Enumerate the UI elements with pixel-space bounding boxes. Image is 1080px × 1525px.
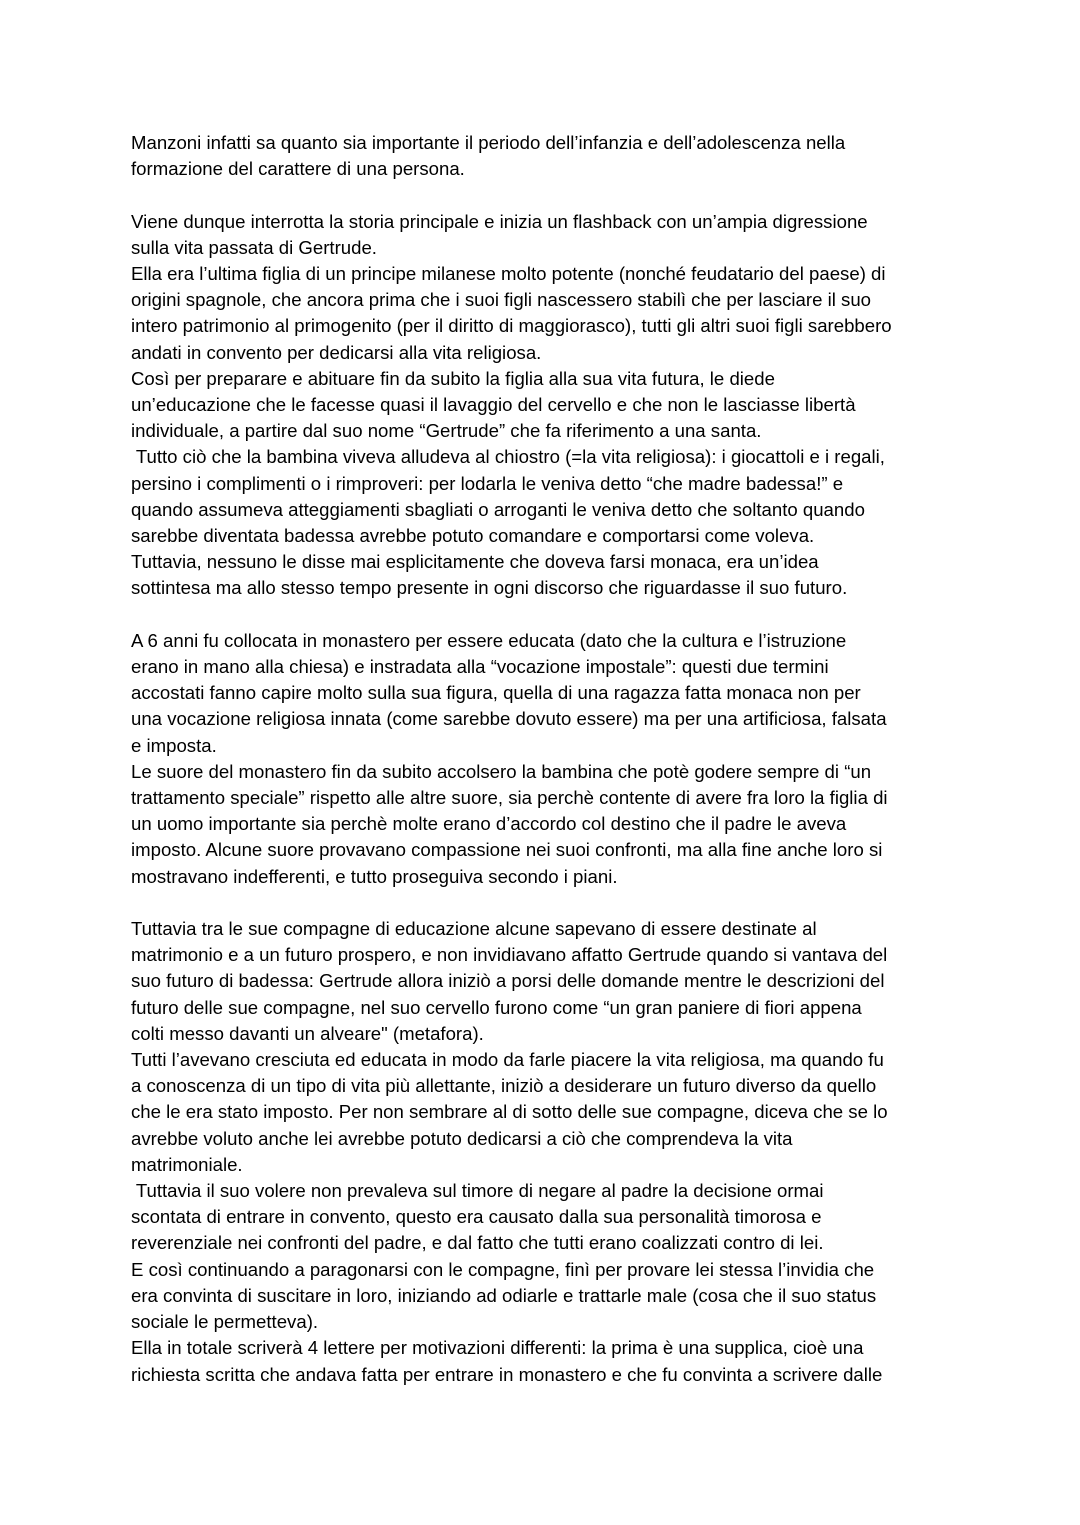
text-line: Tuttavia tra le sue compagne di educazione alcune sapevano di essere destinate al — [131, 918, 817, 940]
text-line: a conoscenza di un tipo di vita più allettante, iniziò a desiderare un futuro diverso da quello — [131, 1075, 877, 1097]
text-line: futuro delle sue compagne, nel suo cervello furono come “un gran paniere di fiori appena — [131, 996, 862, 1018]
text-line: Tutto ciò che la bambina viveva alludeva al chiostro (=la vita religiosa): i giocattoli e i regali, — [131, 446, 885, 468]
document-body — [131, 130, 971, 1388]
text-line: imposto. Alcune suore provavano compassione nei suoi confronti, ma alla fine anche loro si — [131, 839, 883, 861]
text-line: mostravano indefferenti, e tutto proseguiva secondo i piani. — [131, 865, 618, 887]
text-line: Manzoni infatti sa quanto sia importante il periodo dell’infanzia e dell’adolescenza nella — [131, 132, 846, 153]
text-line: reverenziale nei confronti del padre, e dal fatto che tutti erano coalizzati contro di lei. — [131, 1232, 824, 1254]
text-line: origini spagnole, che ancora prima che i suoi figli nascessero stabilì che per lasciare il suo — [131, 289, 872, 311]
text-line: quando assumeva atteggiamenti sbagliati o arroganti le veniva detto che soltanto quando — [131, 498, 865, 520]
paragraph — [131, 628, 971, 759]
text-line: Le suore del monastero fin da subito accolsero la bambina che potè godere sempre di “un — [131, 760, 872, 782]
text-line: era convinta di suscitare in loro, iniziando ad odiarle e trattarle male (cosa che il suo status — [131, 1284, 877, 1306]
text-line: avrebbe voluto anche lei avrebbe potuto dedicarsi a ciò che comprendeva la vita — [131, 1127, 793, 1149]
text-line: un uomo importante sia perchè molte erano d’accordo col destino che il padre le aveva — [131, 813, 847, 835]
text-line: Tuttavia il suo volere non prevaleva sul timore di negare al padre la decisione ormai — [131, 1180, 824, 1202]
text-line: E così continuando a paragonarsi con le compagne, finì per provare lei stessa l’invidia che — [131, 1258, 875, 1280]
paragraph — [131, 916, 971, 1047]
text-line: Così per preparare e abituare fin da subito la figlia alla sua vita futura, le diede — [131, 367, 775, 389]
text-line: sottintesa ma allo stesso tempo presente in ogni discorso che riguardasse il suo futuro. — [131, 577, 848, 599]
text-line: un’educazione che le facesse quasi il lavaggio del cervello e che non le lasciasse libertà — [131, 394, 856, 416]
paragraph — [131, 261, 971, 366]
paragraph — [131, 1335, 971, 1387]
text-line: Ella era l’ultima figlia di un principe milanese molto potente (nonché feudatario del paese) di — [131, 263, 886, 284]
paragraph — [131, 549, 971, 601]
text-line: trattamento speciale” rispetto alle altre suore, sia perchè contente di avere fra loro la figlia di — [131, 787, 888, 809]
text-line: che le era stato imposto. Per non sembrare al di sotto delle sue compagne, diceva che se lo — [131, 1101, 888, 1123]
paragraph — [131, 130, 971, 182]
text-line: persino i complimenti o i rimproveri: per lodarla le veniva detto “che madre badessa!” e — [131, 472, 844, 494]
text-line: matrimonio e a un futuro prospero, e non invidiavano affatto Gertrude quando si vantava del — [131, 944, 888, 966]
text-line: colti messo davanti un alveare" (metafora). — [131, 1022, 484, 1044]
paragraph — [131, 209, 971, 261]
text-line: sociale le permetteva). — [131, 1311, 319, 1333]
text-line: Ella in totale scriverà 4 lettere per motivazioni differenti: la prima è una supplica, cioè una — [131, 1337, 864, 1359]
text-line: sulla vita passata di Gertrude. — [131, 236, 377, 258]
text-line: formazione del carattere di una persona. — [131, 158, 465, 180]
text-line: scontata di entrare in convento, questo era causato dalla sua personalità timorosa e — [131, 1206, 822, 1228]
paragraph — [131, 759, 971, 890]
paragraph — [131, 1178, 971, 1257]
paragraph — [131, 444, 971, 549]
text-line: andati in convento per dedicarsi alla vita religiosa. — [131, 341, 542, 363]
text-line: intero patrimonio al primogenito (per il diritto di maggiorasco), tutti gli altri suoi figli sarebbero — [131, 315, 892, 337]
text-line: e imposta. — [131, 734, 217, 756]
text-line: Tuttavia, nessuno le disse mai esplicitamente che doveva farsi monaca, era un’idea — [131, 551, 819, 573]
text-line: richiesta scritta che andava fatta per entrare in monastero e che fu convinta a scrivere dalle — [131, 1363, 883, 1385]
paragraph — [131, 1047, 971, 1178]
text-line: A 6 anni fu collocata in monastero per essere educata (dato che la cultura e l’istruzione — [131, 629, 847, 651]
text-line: una vocazione religiosa innata (come sarebbe dovuto essere) ma per una artificiosa, falsata — [131, 708, 887, 730]
text-line: individuale, a partire dal suo nome “Gertrude” che fa riferimento a una santa. — [131, 420, 762, 442]
text-line: Tutti l’avevano cresciuta ed educata in modo da farle piacere la vita religiosa, ma quando fu — [131, 1049, 884, 1071]
paragraph — [131, 366, 971, 445]
text-line: suo futuro di badessa: Gertrude allora iniziò a porsi delle domande mentre le descrizioni del — [131, 970, 885, 992]
text-line: sarebbe diventata badessa avrebbe potuto comandare e comportarsi come voleva. — [131, 525, 815, 547]
text-line: matrimoniale. — [131, 1153, 243, 1175]
paragraph — [131, 1257, 971, 1336]
text-line: accostati fanno capire molto sulla sua figura, quella di una ragazza fatta monaca non per — [131, 682, 861, 704]
text-line: Viene dunque interrotta la storia principale e inizia un flashback con un’ampia digressione — [131, 210, 868, 232]
text-line: erano in mano alla chiesa) e instradata alla “vocazione impostale”: questi due termini — [131, 656, 829, 678]
